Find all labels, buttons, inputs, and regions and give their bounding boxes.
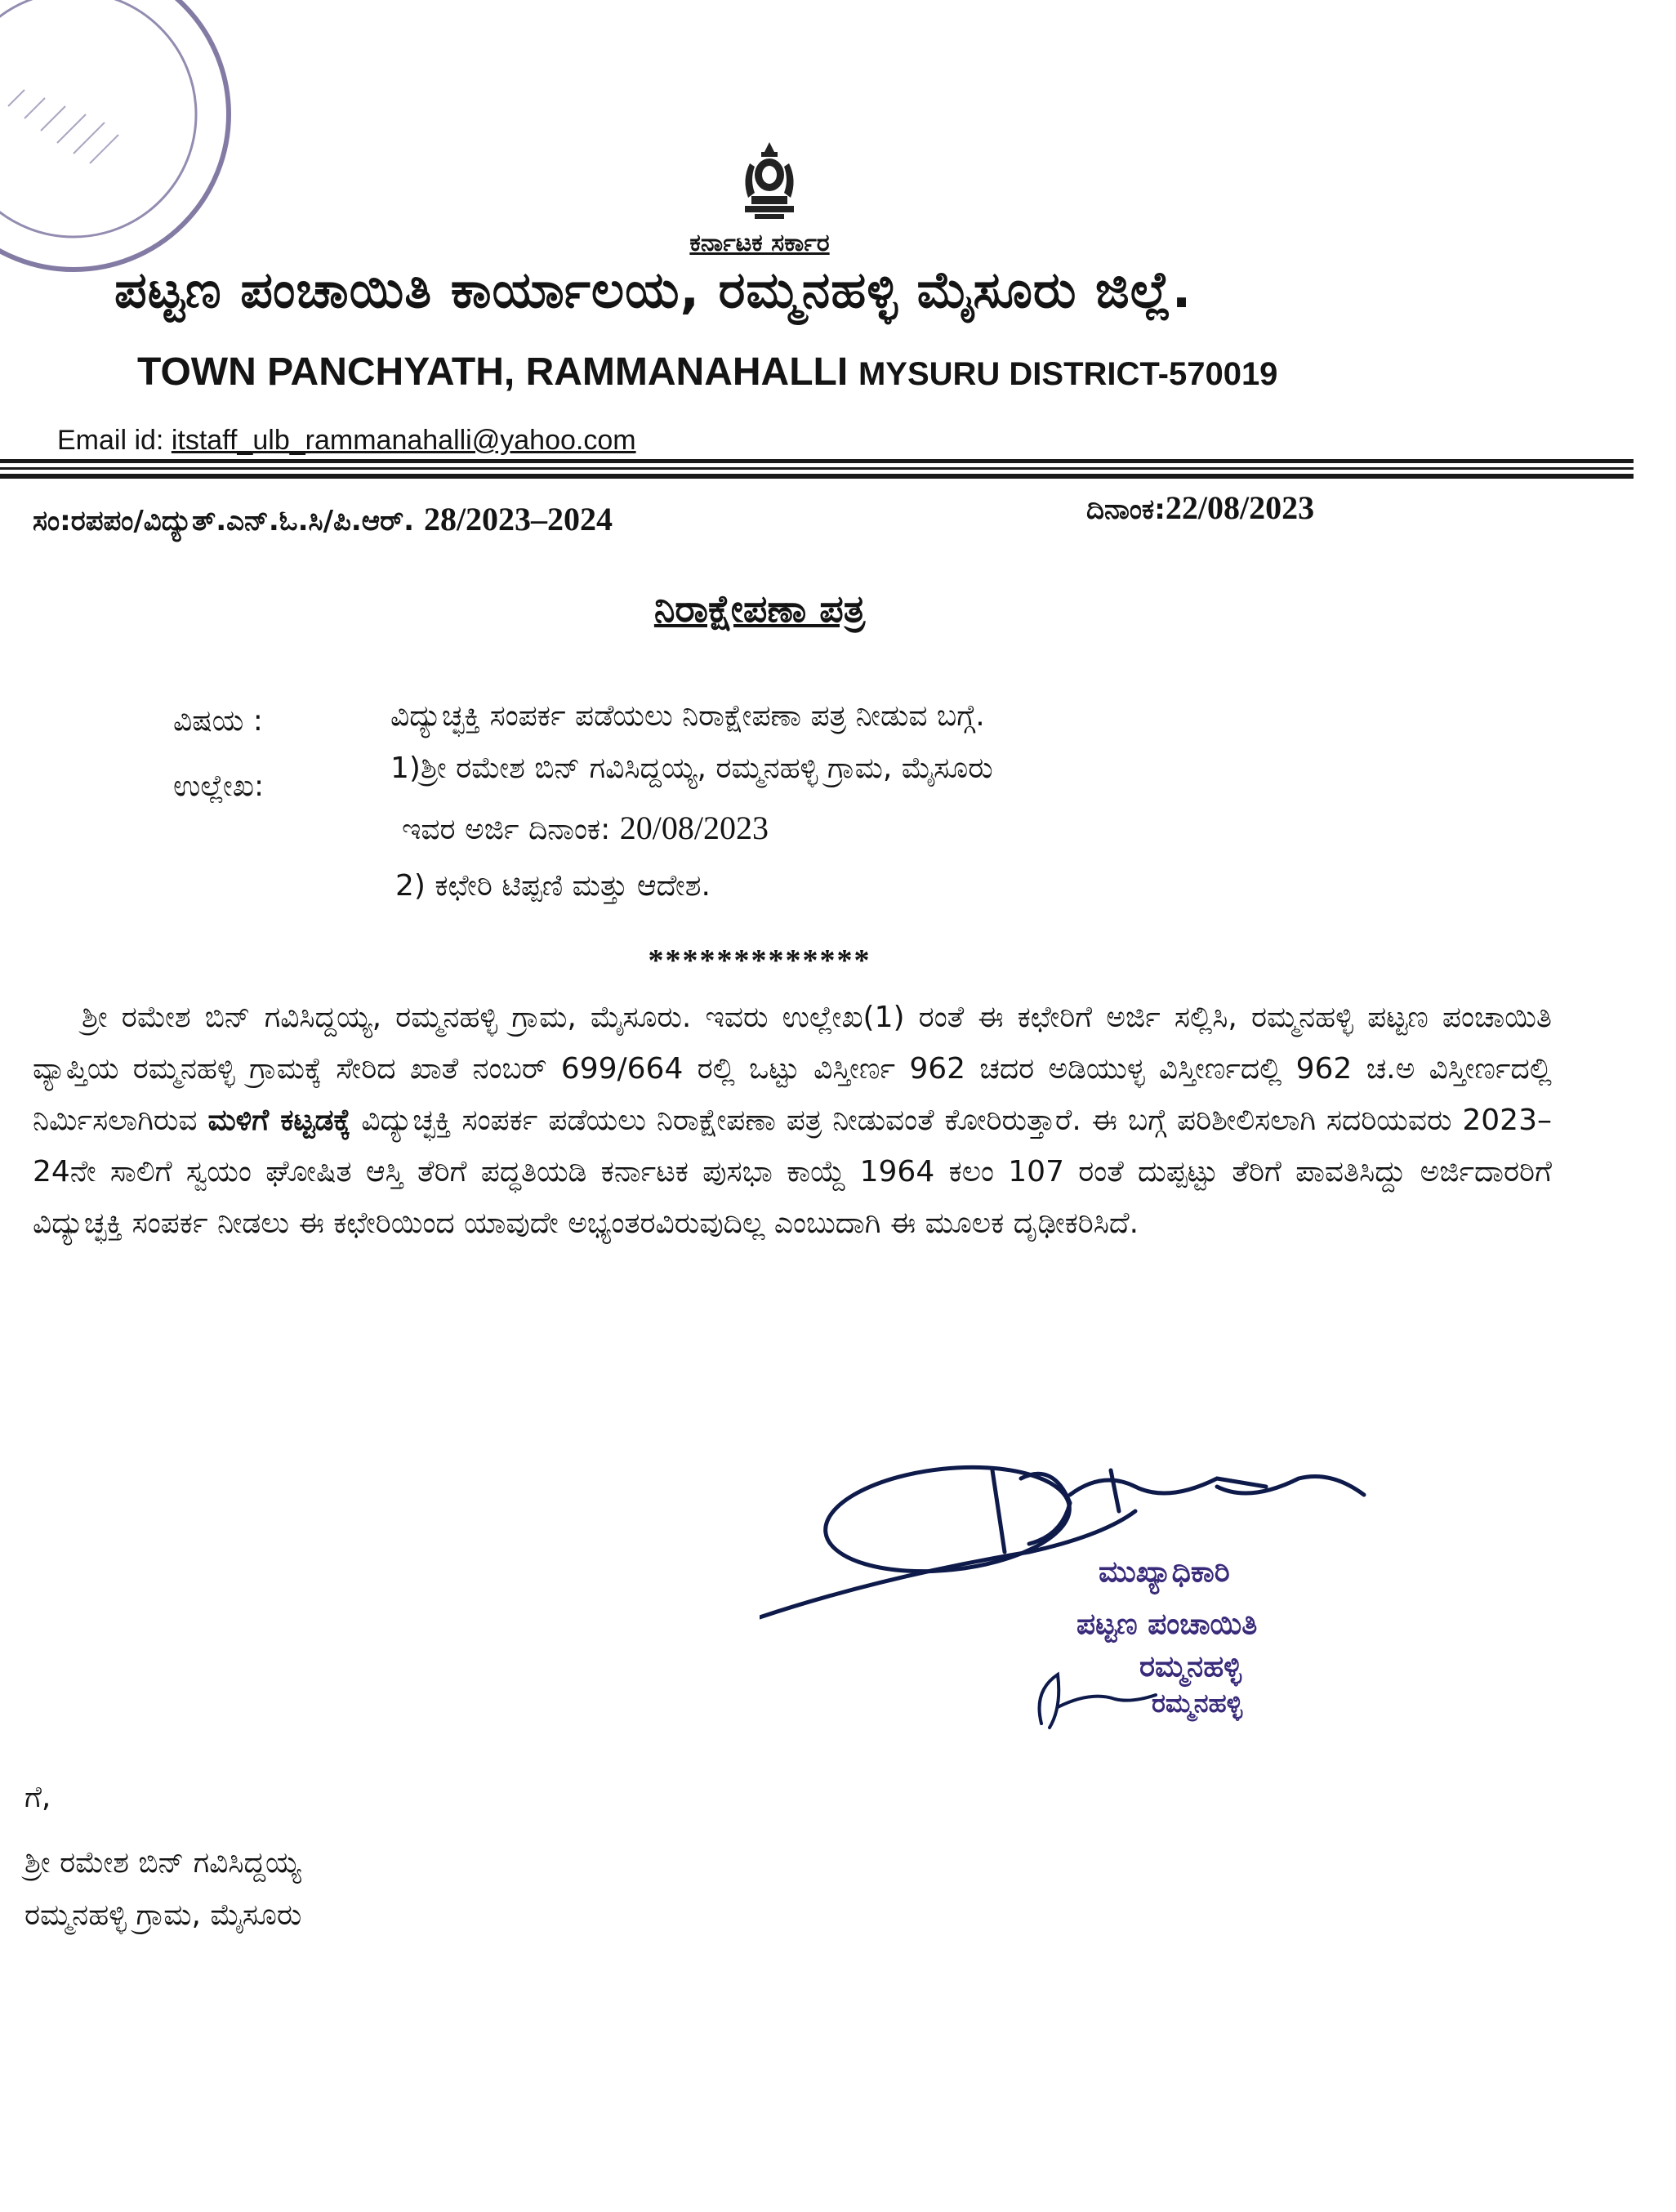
- reference-number: [33, 500, 613, 538]
- section-separator: *************: [648, 943, 871, 978]
- document-title: ನಿರಾಕ್ಷೇಪಣಾ ಪತ್ರ: [653, 586, 866, 631]
- email-line: [57, 425, 636, 457]
- reference-item-1: 1)ಶ್ರೀ ರಮೇಶ ಬಿನ್ ಗವಿಸಿದ್ದಯ್ಯ, ರಮ್ಮನಹಳ್ಳಿ ಗ್ರಾಮ, ಮೈಸೂರು: [390, 751, 993, 785]
- reference-item-1-date: [402, 809, 769, 847]
- letter-date: [1086, 488, 1314, 527]
- reference-number-prefix: ಸಂ:ರಪಪಂ/ವಿದ್ಯುತ್.ಎನ್.ಓ.ಸಿ/ಪಿ.ಆರ್.: [33, 505, 415, 537]
- reference-item-1-date-value: 20/08/2023: [619, 809, 769, 846]
- reference-number-value: 28/2023–2024: [423, 501, 613, 537]
- subject-label: ವಿಷಯ :: [173, 704, 263, 738]
- office-name-english-part2: MYSURU DISTRICT-570019: [858, 356, 1278, 392]
- signatory-place-2: ರಮ್ಮನಹಳ್ಳಿ: [1152, 1688, 1243, 1719]
- recipient-to-label: ಗೆ,: [25, 1781, 51, 1814]
- karnataka-emblem-icon: [735, 139, 804, 229]
- email-label: Email id:: [57, 425, 164, 456]
- reference-item-2: 2) ಕಛೇರಿ ಟಿಪ್ಪಣಿ ಮತ್ತು ಆದೇಶ.: [395, 869, 711, 903]
- office-name-kannada: ಪಟ್ಟಣ ಪಂಚಾಯಿತಿ ಕಾರ್ಯಾಲಯ, ರಮ್ಮನಹಳ್ಳಿ ಮೈಸೂರು ಜಿಲ್ಲೆ.: [114, 260, 1192, 319]
- reference-item-1-date-label: ಇವರ ಅರ್ಜಿ ದಿನಾಂಕ:: [402, 813, 611, 846]
- header-rule-top: [0, 459, 1634, 463]
- body-part-1: ಶ್ರೀ ರಮೇಶ ಬಿನ್ ಗವಿಸಿದ್ದಯ್ಯ, ರಮ್ಮನಹಳ್ಳಿ ಗ್ರಾಮ, ಮೈಸೂರು. ಇವರು ಉಲ್ಲೇಖ(1) ರಂತೆ ಈ ಕಛೇರಿಗೆ ಅರ್ಜಿ ಸಲ್ಲಿಸಿ, ರಮ್ಮನಹಳ್ಳಿ ಪಟ್ಟಣ ಪಂಚಾಯಿತಿ ವ್ಯಾಪ್ತಿಯ ರಮ್ಮನಹಳ್ಳಿ ಗ್ರಾಮಕ್ಕೆ ಸೇರಿದ ಖಾತೆ ನಂಬರ್ 699/664 ರಲ್ಲಿ ಒಟ್ಟು ವಿಸ್ತೀರ್ಣ 962 ಚದರ ಅಡಿಯುಳ್ಳ ವಿಸ್ತೀರ್ಣದಲ್ಲಿ 962 ಚ.ಅ ವಿಸ್ತೀರ್ಣದಲ್ಲಿ ನಿರ್ಮಿಸಲಾಗಿರುವ: [33, 1001, 1552, 1137]
- letter-date-value: 22/08/2023: [1165, 489, 1315, 526]
- recipient-name: ಶ್ರೀ ರಮೇಶ ಬಿನ್ ಗವಿಸಿದ್ದಯ್ಯ: [25, 1846, 301, 1880]
- body-part-2: ವಿದ್ಯುಚ್ಛಕ್ತಿ ಸಂಪರ್ಕ ಪಡೆಯಲು ನಿರಾಕ್ಷೇಪಣಾ ಪತ್ರ ನೀಡುವಂತೆ ಕೋರಿರುತ್ತಾರೆ. ಈ ಬಗ್ಗೆ ಪರಿಶೀಲಿಸಲಾಗಿ ಸದರಿಯವರು 2023–24ನೇ ಸಾಲಿಗೆ ಸ್ವಯಂ ಘೋಷಿತ ಆಸ್ತಿ ತೆರಿಗೆ ಪದ್ಧತಿಯಡಿ ಕರ್ನಾಟಕ ಪುಸಭಾ ಕಾಯ್ದೆ 1964 ಕಲಂ 107 ರಂತೆ ದುಪ್ಪಟ್ಟು ತೆರಿಗೆ ಪಾವತಿಸಿದ್ದು ಅರ್ಜಿದಾರರಿಗೆ ವಿದ್ಯುಚ್ಛಕ್ತಿ ಸಂಪರ್ಕ ನೀಡಲು ಈ ಕಛೇರಿಯಿಂದ ಯಾವುದೇ ಅಭ್ಯಂತರವಿರುವುದಿಲ್ಲ ಎಂಬುದಾಗಿ ಈ ಮೂಲಕ ದೃಢೀಕರಿಸಿದೆ.: [33, 1104, 1552, 1240]
- government-name: ಕರ್ನಾಟಕ ಸರ್ಕಾರ: [689, 229, 830, 257]
- office-name-english-part1: TOWN PANCHYATH, RAMMANAHALLI: [137, 350, 849, 394]
- header-rule-middle: [0, 467, 1634, 470]
- header-rule-bottom: [0, 474, 1634, 479]
- body-paragraph: [33, 992, 1552, 1249]
- signatory-office: ಪಟ್ಟಣ ಪಂಚಾಯಿತಿ: [1076, 1608, 1258, 1641]
- signatory-designation: ಮುಖ್ಯಾಧಿಕಾರಿ: [1099, 1555, 1230, 1589]
- references-label: ಉಲ್ಲೇಖ:: [173, 769, 265, 803]
- signatory-place: ರಮ್ಮನಹಳ್ಳಿ: [1139, 1650, 1242, 1684]
- email-address[interactable]: itstaff_ulb_rammanahalli@yahoo.com: [171, 425, 636, 456]
- office-name-english: [137, 350, 1277, 395]
- recipient-address: ರಮ್ಮನಹಳ್ಳಿ ಗ್ರಾಮ, ಮೈಸೂರು: [25, 1898, 302, 1932]
- initials-icon: [1025, 1658, 1164, 1732]
- body-bold-phrase: ಮಳಿಗೆ ಕಟ್ಟಡಕ್ಕೆ: [207, 1104, 351, 1137]
- subject-text: ವಿದ್ಯುಚ್ಛಕ್ತಿ ಸಂಪರ್ಕ ಪಡೆಯಲು ನಿರಾಕ್ಷೇಪಣಾ ಪತ್ರ ನೀಡುವ ಬಗ್ಗೆ.: [390, 699, 985, 733]
- letter-date-label: ದಿನಾಂಕ:: [1086, 493, 1166, 526]
